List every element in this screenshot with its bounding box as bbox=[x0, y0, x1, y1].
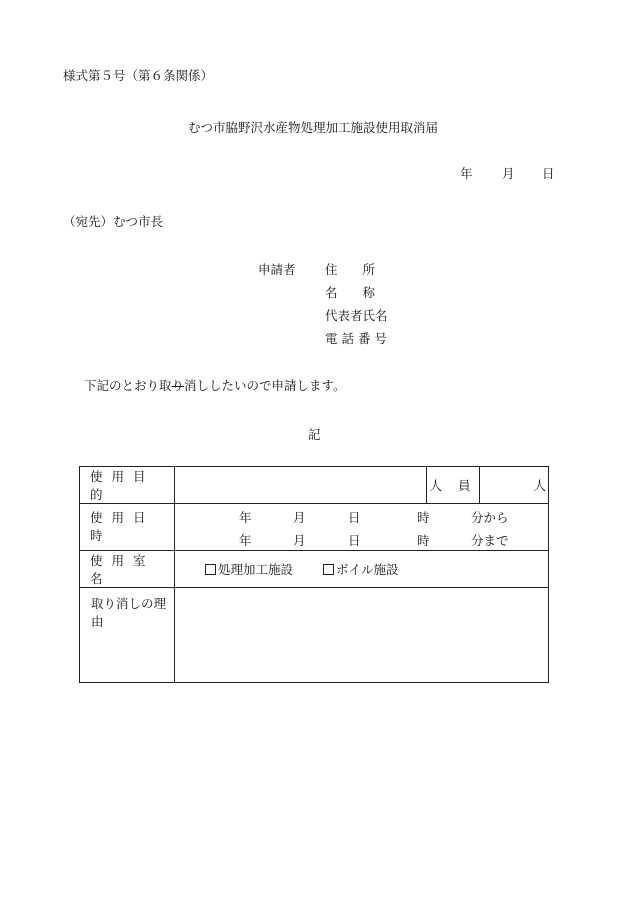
ki-heading: 記 bbox=[308, 427, 321, 442]
datetime-from-line bbox=[175, 504, 548, 527]
from-minute: 分から bbox=[471, 510, 509, 525]
reason-value[interactable] bbox=[175, 588, 549, 683]
people-unit: 人 bbox=[533, 478, 546, 493]
from-month: 月 bbox=[293, 510, 306, 525]
purpose-label: 使用目的 bbox=[80, 467, 175, 504]
until-year: 年 bbox=[239, 533, 252, 548]
datetime-label: 使用日時 bbox=[80, 504, 175, 551]
statement bbox=[84, 376, 346, 394]
applicant-phone-label: 電 話 番 号 bbox=[325, 331, 387, 346]
statement-after: 消ししたいので申請します。 bbox=[184, 378, 346, 393]
until-month: 月 bbox=[293, 533, 306, 548]
checkbox-processing[interactable] bbox=[205, 564, 216, 575]
option-processing-label: 処理加工施設 bbox=[218, 562, 294, 577]
option-boil-label: ボイル施設 bbox=[336, 562, 399, 577]
room-label: 使用室名 bbox=[80, 551, 175, 588]
from-day: 日 bbox=[348, 510, 361, 525]
document-title: むつ市脇野沢水産物処理加工施設使用取消届 bbox=[187, 120, 438, 135]
option-processing[interactable] bbox=[205, 560, 293, 578]
date-day: 日 bbox=[542, 166, 555, 181]
reason-label: 取り消しの理由 bbox=[80, 588, 175, 683]
reason-row bbox=[80, 588, 549, 683]
room-row bbox=[80, 551, 549, 588]
date-month: 月 bbox=[502, 166, 515, 181]
statement-before: 下記のとおり取 bbox=[84, 378, 172, 393]
checkbox-boil[interactable] bbox=[323, 564, 334, 575]
datetime-value[interactable] bbox=[175, 504, 549, 551]
addressee: （宛先）むつ市長 bbox=[63, 214, 164, 229]
date-year: 年 bbox=[460, 166, 473, 181]
room-options bbox=[175, 551, 549, 588]
statement-struck-char: り bbox=[171, 378, 185, 393]
from-year: 年 bbox=[239, 510, 252, 525]
purpose-row bbox=[80, 467, 549, 504]
option-boil[interactable] bbox=[323, 560, 399, 578]
applicant-label: 申請者 bbox=[258, 262, 296, 277]
until-minute: 分まで bbox=[471, 533, 509, 548]
people-label: 人 員 bbox=[427, 467, 480, 504]
purpose-value[interactable] bbox=[175, 467, 427, 504]
datetime-until-line bbox=[175, 527, 548, 550]
applicant-name-label: 名 称 bbox=[325, 285, 376, 300]
until-day: 日 bbox=[348, 533, 361, 548]
from-hour: 時 bbox=[417, 510, 430, 525]
applicant-representative-label: 代表者氏名 bbox=[325, 308, 388, 323]
people-value[interactable] bbox=[480, 467, 549, 504]
application-table bbox=[79, 466, 549, 683]
until-hour: 時 bbox=[417, 533, 430, 548]
datetime-row bbox=[80, 504, 549, 551]
form-number: 様式第５号（第６条関係） bbox=[63, 68, 214, 83]
applicant-address-label: 住 所 bbox=[325, 262, 376, 277]
